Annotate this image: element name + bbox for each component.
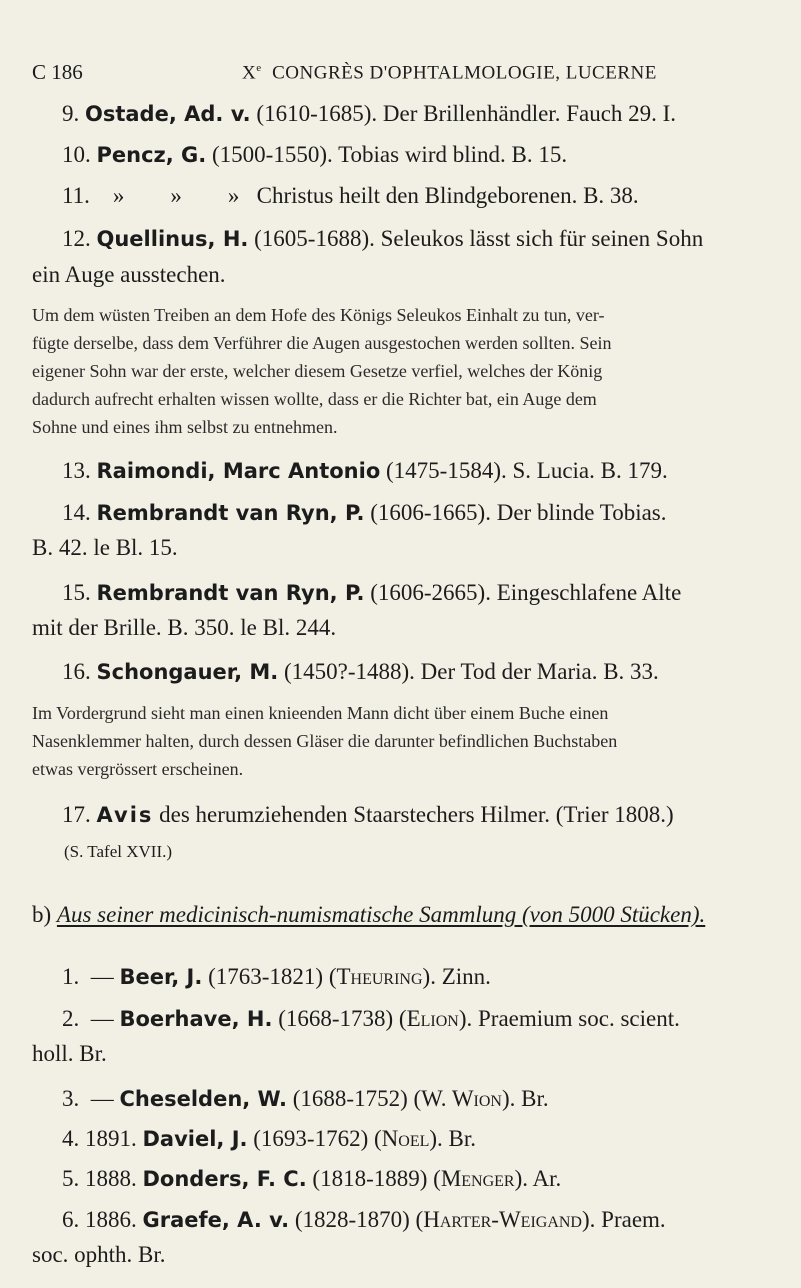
entry-12: 12. Quellinus, H. (1605-1688). Seleukos lässt sich für seinen Sohn	[62, 226, 704, 251]
artist-name: Avis	[96, 803, 154, 827]
physician-name: Graefe, A. v.	[142, 1208, 290, 1232]
entry-9: 9. Ostade, Ad. v. (1610-1685). Der Brillenhändler. Fauch 29. I.	[62, 101, 677, 126]
artist-name: Rembrandt van Ryn, P.	[96, 501, 365, 525]
medalist: W. Wion	[421, 1086, 502, 1111]
running-title: Xe CONGRÈS D'OPHTALMOLOGIE, LUCERNE	[242, 62, 657, 84]
artist-name: Schongauer, M.	[96, 660, 279, 684]
plate-reference: (S. Tafel XVII.)	[64, 842, 173, 861]
entry-15: 15. Rembrandt van Ryn, P. (1606-2665). Eingeschlafene Alte	[62, 580, 682, 605]
coin-entry-3: 3. — Cheselden, W. (1688-1752) (W. Wion). Br.	[62, 1086, 549, 1111]
page-number: C 186	[32, 60, 83, 84]
medalist: Menger	[440, 1166, 515, 1191]
note-line: eigener Sohn war der erste, welcher diesem Gesetze verfiel, welches der König	[32, 361, 603, 381]
page-header	[32, 60, 771, 90]
coin-entry-1: 1. — Beer, J. (1763-1821) (Theuring). Zinn.	[62, 964, 491, 989]
physician-name: Donders, F. C.	[142, 1167, 307, 1191]
entry-16: 16. Schongauer, M. (1450?-1488). Der Tod der Maria. B. 33.	[62, 659, 659, 684]
coin-entry-4: 4. 1891. Daviel, J. (1693-1762) (Noel). Br.	[62, 1126, 477, 1151]
artist-name: Ostade, Ad. v.	[85, 102, 251, 126]
artist-name: Quellinus, H.	[96, 227, 249, 251]
artist-name: Rembrandt van Ryn, P.	[96, 581, 365, 605]
note-line: fügte derselbe, dass dem Verführer die Augen ausgestochen werden sollten. Sein	[32, 333, 612, 353]
entry-11: 11. » » » Christus heilt den Blindgeborenen. B. 38.	[62, 183, 639, 208]
entry-13: 13. Raimondi, Marc Antonio (1475-1584). S. Lucia. B. 179.	[62, 458, 668, 483]
coin-entry-2-continued: holl. Br.	[32, 1041, 107, 1066]
medalist: Harter-Weigand	[423, 1207, 582, 1232]
section-title: Aus seiner medicinisch-numismatische Sammlung (von 5000 Stücken).	[56, 902, 706, 927]
physician-name: Cheselden, W.	[119, 1087, 287, 1111]
coin-entry-5: 5. 1888. Donders, F. C. (1818-1889) (Menger). Ar.	[62, 1166, 562, 1191]
coin-entry-6: 6. 1886. Graefe, A. v. (1828-1870) (Harter-Weigand). Praem.	[62, 1207, 666, 1232]
entry-15-continued: mit der Brille. B. 350. le Bl. 244.	[32, 615, 337, 640]
note-line: etwas vergrössert erscheinen.	[32, 759, 244, 779]
medalist: Noel	[381, 1126, 430, 1151]
entry-10: 10. Pencz, G. (1500-1550). Tobias wird blind. B. 15.	[62, 142, 568, 167]
artist-name: Pencz, G.	[96, 143, 207, 167]
section-b-heading: b) Aus seiner medicinisch-numismatische Sammlung (von 5000 Stücken).	[32, 902, 706, 927]
physician-name: Boerhave, H.	[119, 1007, 273, 1031]
entry-17: 17. Avis des herumziehenden Staarstechers Hilmer. (Trier 1808.)	[62, 802, 674, 827]
artist-name: Raimondi, Marc Antonio	[96, 459, 381, 483]
medalist: Elion	[406, 1006, 459, 1031]
note-line: dadurch aufrecht erhalten wissen wollte, dass er die Richter bat, ein Auge dem	[32, 389, 597, 409]
entry-12-continued: ein Auge ausstechen.	[32, 262, 226, 287]
note-line: Um dem wüsten Treiben an dem Hofe des Königs Seleukos Einhalt zu tun, ver-	[32, 305, 605, 325]
entry-14: 14. Rembrandt van Ryn, P. (1606-1665). Der blinde Tobias.	[62, 500, 667, 525]
coin-entry-2: 2. — Boerhave, H. (1668-1738) (Elion). Praemium soc. scient.	[62, 1006, 680, 1031]
coin-entry-6-continued: soc. ophth. Br.	[32, 1242, 166, 1267]
ditto-marks: » » »	[112, 183, 240, 208]
note-line: Nasenklemmer halten, durch dessen Gläser die darunter befindlichen Buchstaben	[32, 731, 618, 751]
note-line: Im Vordergrund sieht man einen knieenden Mann dicht über einem Buche einen	[32, 703, 609, 723]
medalist: Theuring	[336, 964, 423, 989]
entry-14-continued: B. 42. le Bl. 15.	[32, 535, 178, 560]
physician-name: Daviel, J.	[142, 1127, 248, 1151]
physician-name: Beer, J.	[119, 965, 203, 989]
note-line: Sohne und eines ihm selbst zu entnehmen.	[32, 417, 338, 437]
